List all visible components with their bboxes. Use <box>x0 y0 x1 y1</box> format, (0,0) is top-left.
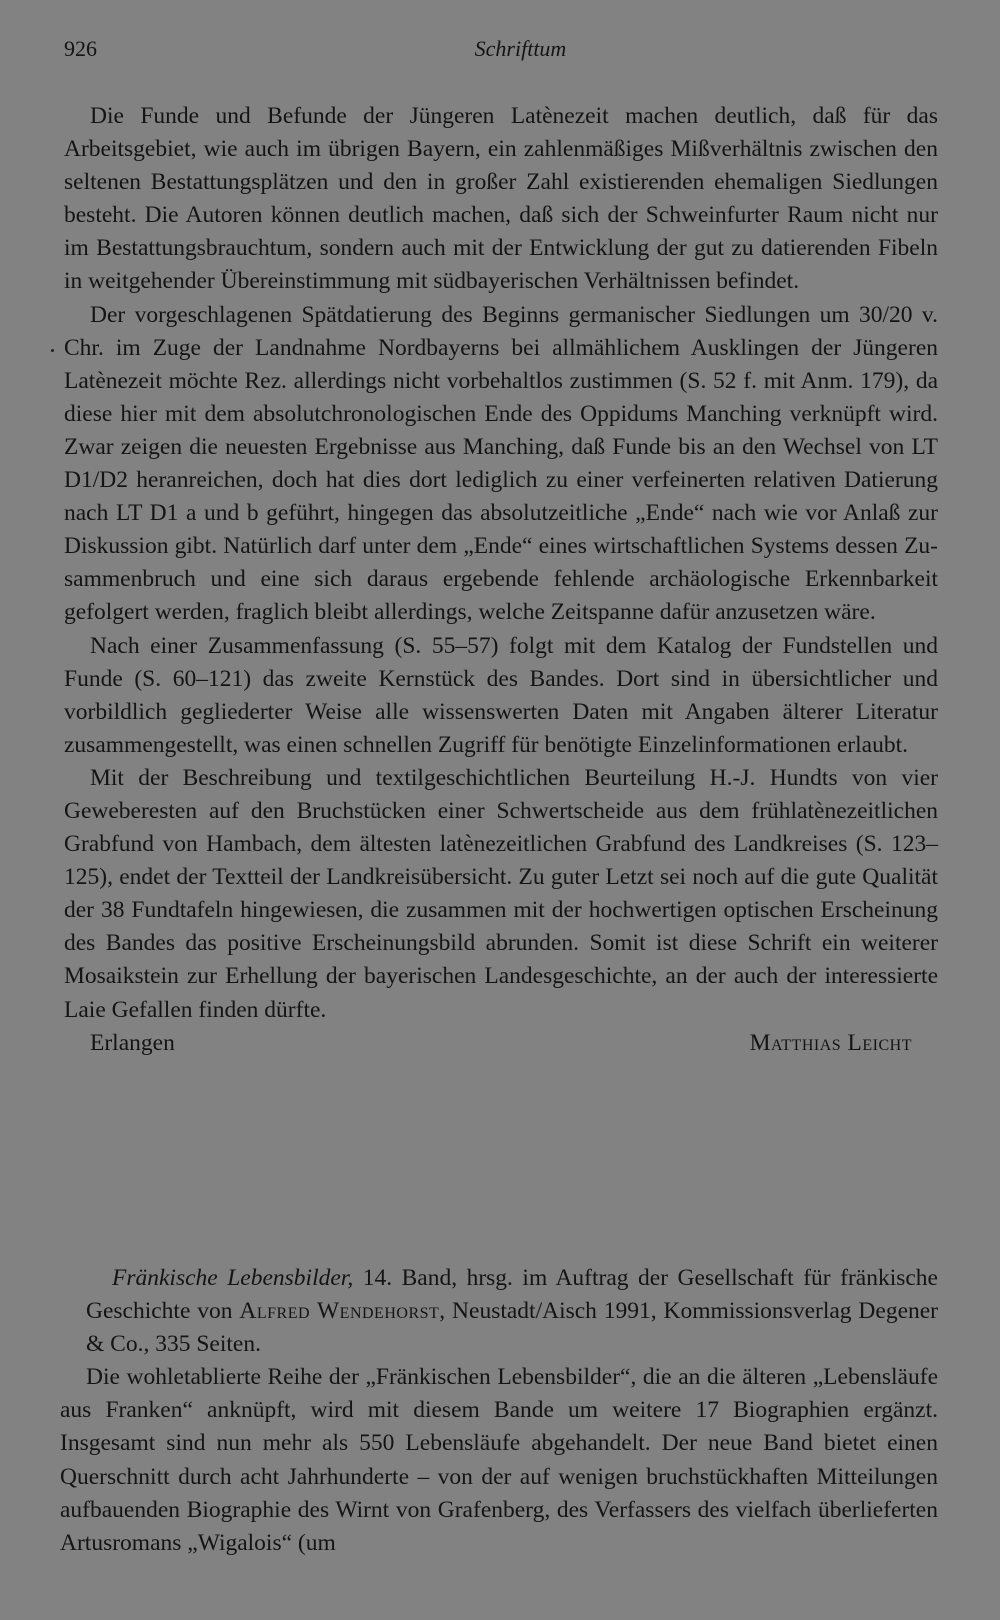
review-paragraph: Die wohletablierte Reihe der „Fränkischen Lebensbilder“, die an die älteren „Lebensläufe aus Franken“ anknüpft, wird mit diesem Bande um weitere 17 Biographien ergänzt. Insgesamt sind nun mehr als 550 Lebensläufe abgehandelt. Der neue Band bietet einen Querschnitt durch acht Jahrhunderte – von der auf wenigen bruchstückhaften Mitteilungen aufbauenden Biographie des Wirnt von Grafenberg, des Verfassers des vielfach überlieferten Artusromans „Wigalois“ (um <box>60 1364 938 1556</box>
bibliography-publisher: , Neustadt/Aisch 1991, Kommissionsverlag Degener & Co., 335 Seiten. <box>86 1298 939 1358</box>
running-head: Schrifttum <box>474 36 567 61</box>
book-title: Fränkische Lebensbilder, <box>112 1265 354 1291</box>
review-paragraph: Der vorgeschlagenen Spätdatierung des Beginns germanischer Siedlungen um 30/20 v. Chr. im Zuge der Landnahme Nordbayerns bei allmählichem Ausklingen der Jüngeren Latènezeit möchte Rez. allerdings nicht vorbehaltlos zustimmen (S. 52 f. mit Anm. 179), da diese hier mit dem absolutchronologischen Ende des Oppidums Manching verknüpft wird. Zwar zeigen die neuesten Ergebnisse aus Manching, daß Funde bis an den Wechsel von LT D1/D2 heranreichen, doch hat dies dort lediglich zu einer verfeinerten relativen Datierung nach LT D1 a und b geführt, hingegen das absolutzeitliche „Ende“ nach wie vor Anlaß zur Diskussion gibt. Natürlich darf unter dem „Ende“ eines wirtschaftlichen Systems dessen Zusammenbruch und eine sich daraus ergebende fehlende archäologische Erkennbarkeit gefolgert werden, fraglich bleibt allerdings, welche Zeitspanne dafür anzusetzen wäre. <box>64 301 938 626</box>
review-paragraph: Die Funde und Befunde der Jüngeren Latènezeit machen deutlich, daß für das Arbeitsgebiet, wie auch im übrigen Bayern, ein zahlenmäßiges Mißverhältnis zwischen den seltenen Bestattungsplätzen und den in großer Zahl existierenden ehemaligen Siedlungen besteht. Die Autoren können deutlich machen, daß sich der Schweinfurter Raum nicht nur im Bestattungsbrauchtum, sondern auch mit der Entwicklung der gut zu datierenden Fibeln in weitgehender Übereinstimmung mit südbayerischen Verhältnissen befindet. <box>64 103 938 295</box>
reviewer-place: Erlangen <box>90 1029 175 1056</box>
book-editor: Alfred Wendehorst <box>239 1298 440 1325</box>
page-number: 926 <box>64 36 97 61</box>
review-previous <box>64 100 938 1060</box>
review-next <box>60 1262 938 1560</box>
review-signature <box>64 1027 938 1060</box>
page-header <box>64 36 937 70</box>
review-paragraph: Mit der Beschreibung und textilgeschichtlichen Beurteilung H.-J. Hundts von vier Geweberesten auf den Bruchstücken einer Schwertscheide aus dem frühlatènezeitlichen Grabfund von Hambach, dem ältesten latènezeitlichen Grabfund des Landkreises (S. 123–125), endet der Textteil der Landkreisübersicht. Zu guter Letzt sei noch auf die gute Qualität der 38 Fundtafeln hingewiesen, die zusammen mit der hochwertigen optischen Erscheinung des Bandes das positive Erscheinungsbild abrunden. Somit ist diese Schrift ein weiterer Mosaikstein zur Erhellung der bayerischen Landesgeschichte, an der auch der interessierte Laie Gefallen finden dürfte. <box>64 764 938 1023</box>
reviewer-name: Matthias Leicht <box>749 1029 912 1056</box>
bibliography-details: 14. Band, hrsg. im Auftrag der Gesellschaft für fränkische Geschichte von <box>86 1265 938 1325</box>
review-paragraph: Nach einer Zusammenfassung (S. 55–57) folgt mit dem Katalog der Fundstellen und Funde (S. 60–121) das zweite Kernstück des Bandes. Dort sind in übersichtlicher und vorbildlich gegliederter Weise alle wissenswerten Daten mit Angaben älterer Literatur zusammengestellt, was einen schnellen Zugriff für benötigte Einzelinformationen erlaubt. <box>64 632 938 758</box>
bibliographic-entry <box>60 1262 938 1361</box>
print-speck <box>51 349 54 352</box>
